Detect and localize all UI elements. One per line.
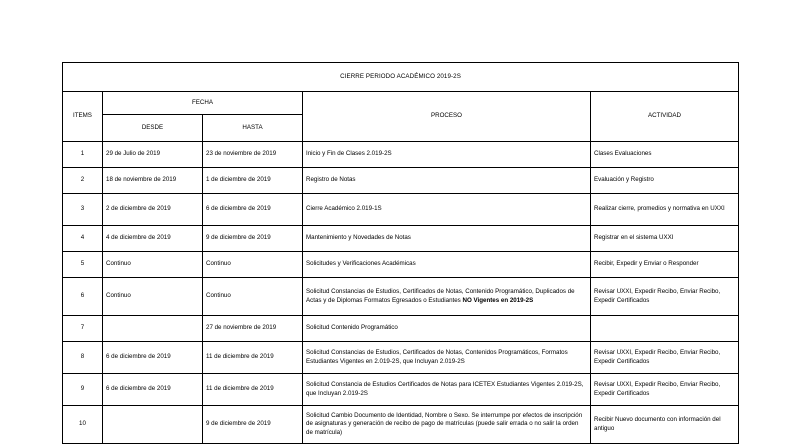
row-proceso: Solicitud Constancias de Estudios, Certificados de Notas, Contenidos Programáticos, Formatos Estudiantes Vigentes en 2.019-2S, que Incluyan 2.019-2S bbox=[303, 342, 591, 374]
row-hasta: 1 de diciembre de 2019 bbox=[203, 168, 303, 194]
table-row bbox=[63, 226, 739, 252]
row-item-number: 5 bbox=[63, 252, 103, 278]
row-desde: 29 de Julio de 2019 bbox=[103, 142, 203, 168]
row-hasta: Continuo bbox=[203, 278, 303, 316]
row-item-number: 8 bbox=[63, 342, 103, 374]
header-items: ITEMS bbox=[63, 92, 103, 142]
row-item-number: 7 bbox=[63, 316, 103, 342]
academic-closing-schedule-table bbox=[62, 62, 739, 444]
row-item-number: 1 bbox=[63, 142, 103, 168]
table-row bbox=[63, 374, 739, 406]
table-title-row bbox=[63, 63, 739, 92]
row-item-number: 10 bbox=[63, 406, 103, 444]
row-proceso: Solicitudes y Verificaciones Académicas bbox=[303, 252, 591, 278]
row-proceso-emphasis: NO Vigentes en 2019-2S bbox=[462, 296, 534, 304]
row-actividad bbox=[591, 316, 739, 342]
row-proceso: Inicio y Fin de Clases 2.019-2S bbox=[303, 142, 591, 168]
table-header-row-1 bbox=[63, 92, 739, 115]
row-item-number: 6 bbox=[63, 278, 103, 316]
table-title: CIERRE PERIODO ACADÉMICO 2019-2S bbox=[63, 63, 739, 92]
row-hasta: 9 de diciembre de 2019 bbox=[203, 226, 303, 252]
row-desde: Continuo bbox=[103, 252, 203, 278]
row-hasta: 6 de diciembre de 2019 bbox=[203, 194, 303, 226]
row-actividad: Realizar cierre, promedios y normativa en UXXI bbox=[591, 194, 739, 226]
row-desde: 4 de diciembre de 2019 bbox=[103, 226, 203, 252]
header-desde: DESDE bbox=[103, 115, 203, 142]
row-proceso: Cierre Académico 2.019-1S bbox=[303, 194, 591, 226]
table-row bbox=[63, 168, 739, 194]
table-row bbox=[63, 278, 739, 316]
row-actividad: Revisar UXXI, Expedir Recibo, Enviar Recibo, Expedir Certificados bbox=[591, 374, 739, 406]
row-actividad: Registrar en el sistema UXXI bbox=[591, 226, 739, 252]
row-proceso: Solicitud Cambio Documento de Identidad, Nombre o Sexo. Se interrumpe por efectos de inscripción de asignaturas y generación de recibo de pago de matrículas (puede salir errada o no salir la orden de matrícula) bbox=[303, 406, 591, 444]
table-row bbox=[63, 252, 739, 278]
row-actividad: Revisar UXXI, Expedir Recibo, Enviar Recibo, Expedir Certificados bbox=[591, 342, 739, 374]
row-item-number: 4 bbox=[63, 226, 103, 252]
row-proceso: Solicitud Contenido Programático bbox=[303, 316, 591, 342]
row-item-number: 9 bbox=[63, 374, 103, 406]
header-hasta: HASTA bbox=[203, 115, 303, 142]
table-row bbox=[63, 406, 739, 444]
header-fecha: FECHA bbox=[103, 92, 303, 115]
row-desde bbox=[103, 406, 203, 444]
row-hasta: 9 de diciembre de 2019 bbox=[203, 406, 303, 444]
row-actividad: Recibir Nuevo documento con información del antiguo bbox=[591, 406, 739, 444]
row-actividad: Evaluación y Registro bbox=[591, 168, 739, 194]
row-proceso: Registro de Notas bbox=[303, 168, 591, 194]
row-item-number: 3 bbox=[63, 194, 103, 226]
table-row bbox=[63, 342, 739, 374]
table-row bbox=[63, 194, 739, 226]
row-desde: 18 de noviembre de 2019 bbox=[103, 168, 203, 194]
row-actividad: Recibir, Expedir y Enviar o Responder bbox=[591, 252, 739, 278]
row-hasta: 23 de noviembre de 2019 bbox=[203, 142, 303, 168]
table-row bbox=[63, 142, 739, 168]
row-actividad: Revisar UXXI, Expedir Recibo, Enviar Recibo, Expedir Certificados bbox=[591, 278, 739, 316]
row-proceso bbox=[303, 278, 591, 316]
row-hasta: 11 de diciembre de 2019 bbox=[203, 374, 303, 406]
header-actividad: ACTIVIDAD bbox=[591, 92, 739, 142]
row-desde: Continuo bbox=[103, 278, 203, 316]
row-desde bbox=[103, 316, 203, 342]
row-item-number: 2 bbox=[63, 168, 103, 194]
row-hasta: Continuo bbox=[203, 252, 303, 278]
row-proceso-plain: Solicitud Constancias de Estudios, Certificados de Notas, Contenido Programático, Duplicados de Actas y de Diplomas Formatos Egresados o Estudiantes bbox=[306, 288, 575, 304]
row-actividad: Clases Evaluaciones bbox=[591, 142, 739, 168]
row-proceso: Solicitud Constancia de Estudios Certificados de Notas para ICETEX Estudiantes Vigentes 2.019-2S, que Incluyan 2.019-2S bbox=[303, 374, 591, 406]
row-proceso: Mantenimiento y Novedades de Notas bbox=[303, 226, 591, 252]
row-hasta: 11 de diciembre de 2019 bbox=[203, 342, 303, 374]
row-desde: 2 de diciembre de 2019 bbox=[103, 194, 203, 226]
table-row bbox=[63, 316, 739, 342]
row-desde: 6 de diciembre de 2019 bbox=[103, 342, 203, 374]
row-desde: 6 de diciembre de 2019 bbox=[103, 374, 203, 406]
schedule-table-container bbox=[62, 62, 738, 444]
row-hasta: 27 de noviembre de 2019 bbox=[203, 316, 303, 342]
header-proceso: PROCESO bbox=[303, 92, 591, 142]
